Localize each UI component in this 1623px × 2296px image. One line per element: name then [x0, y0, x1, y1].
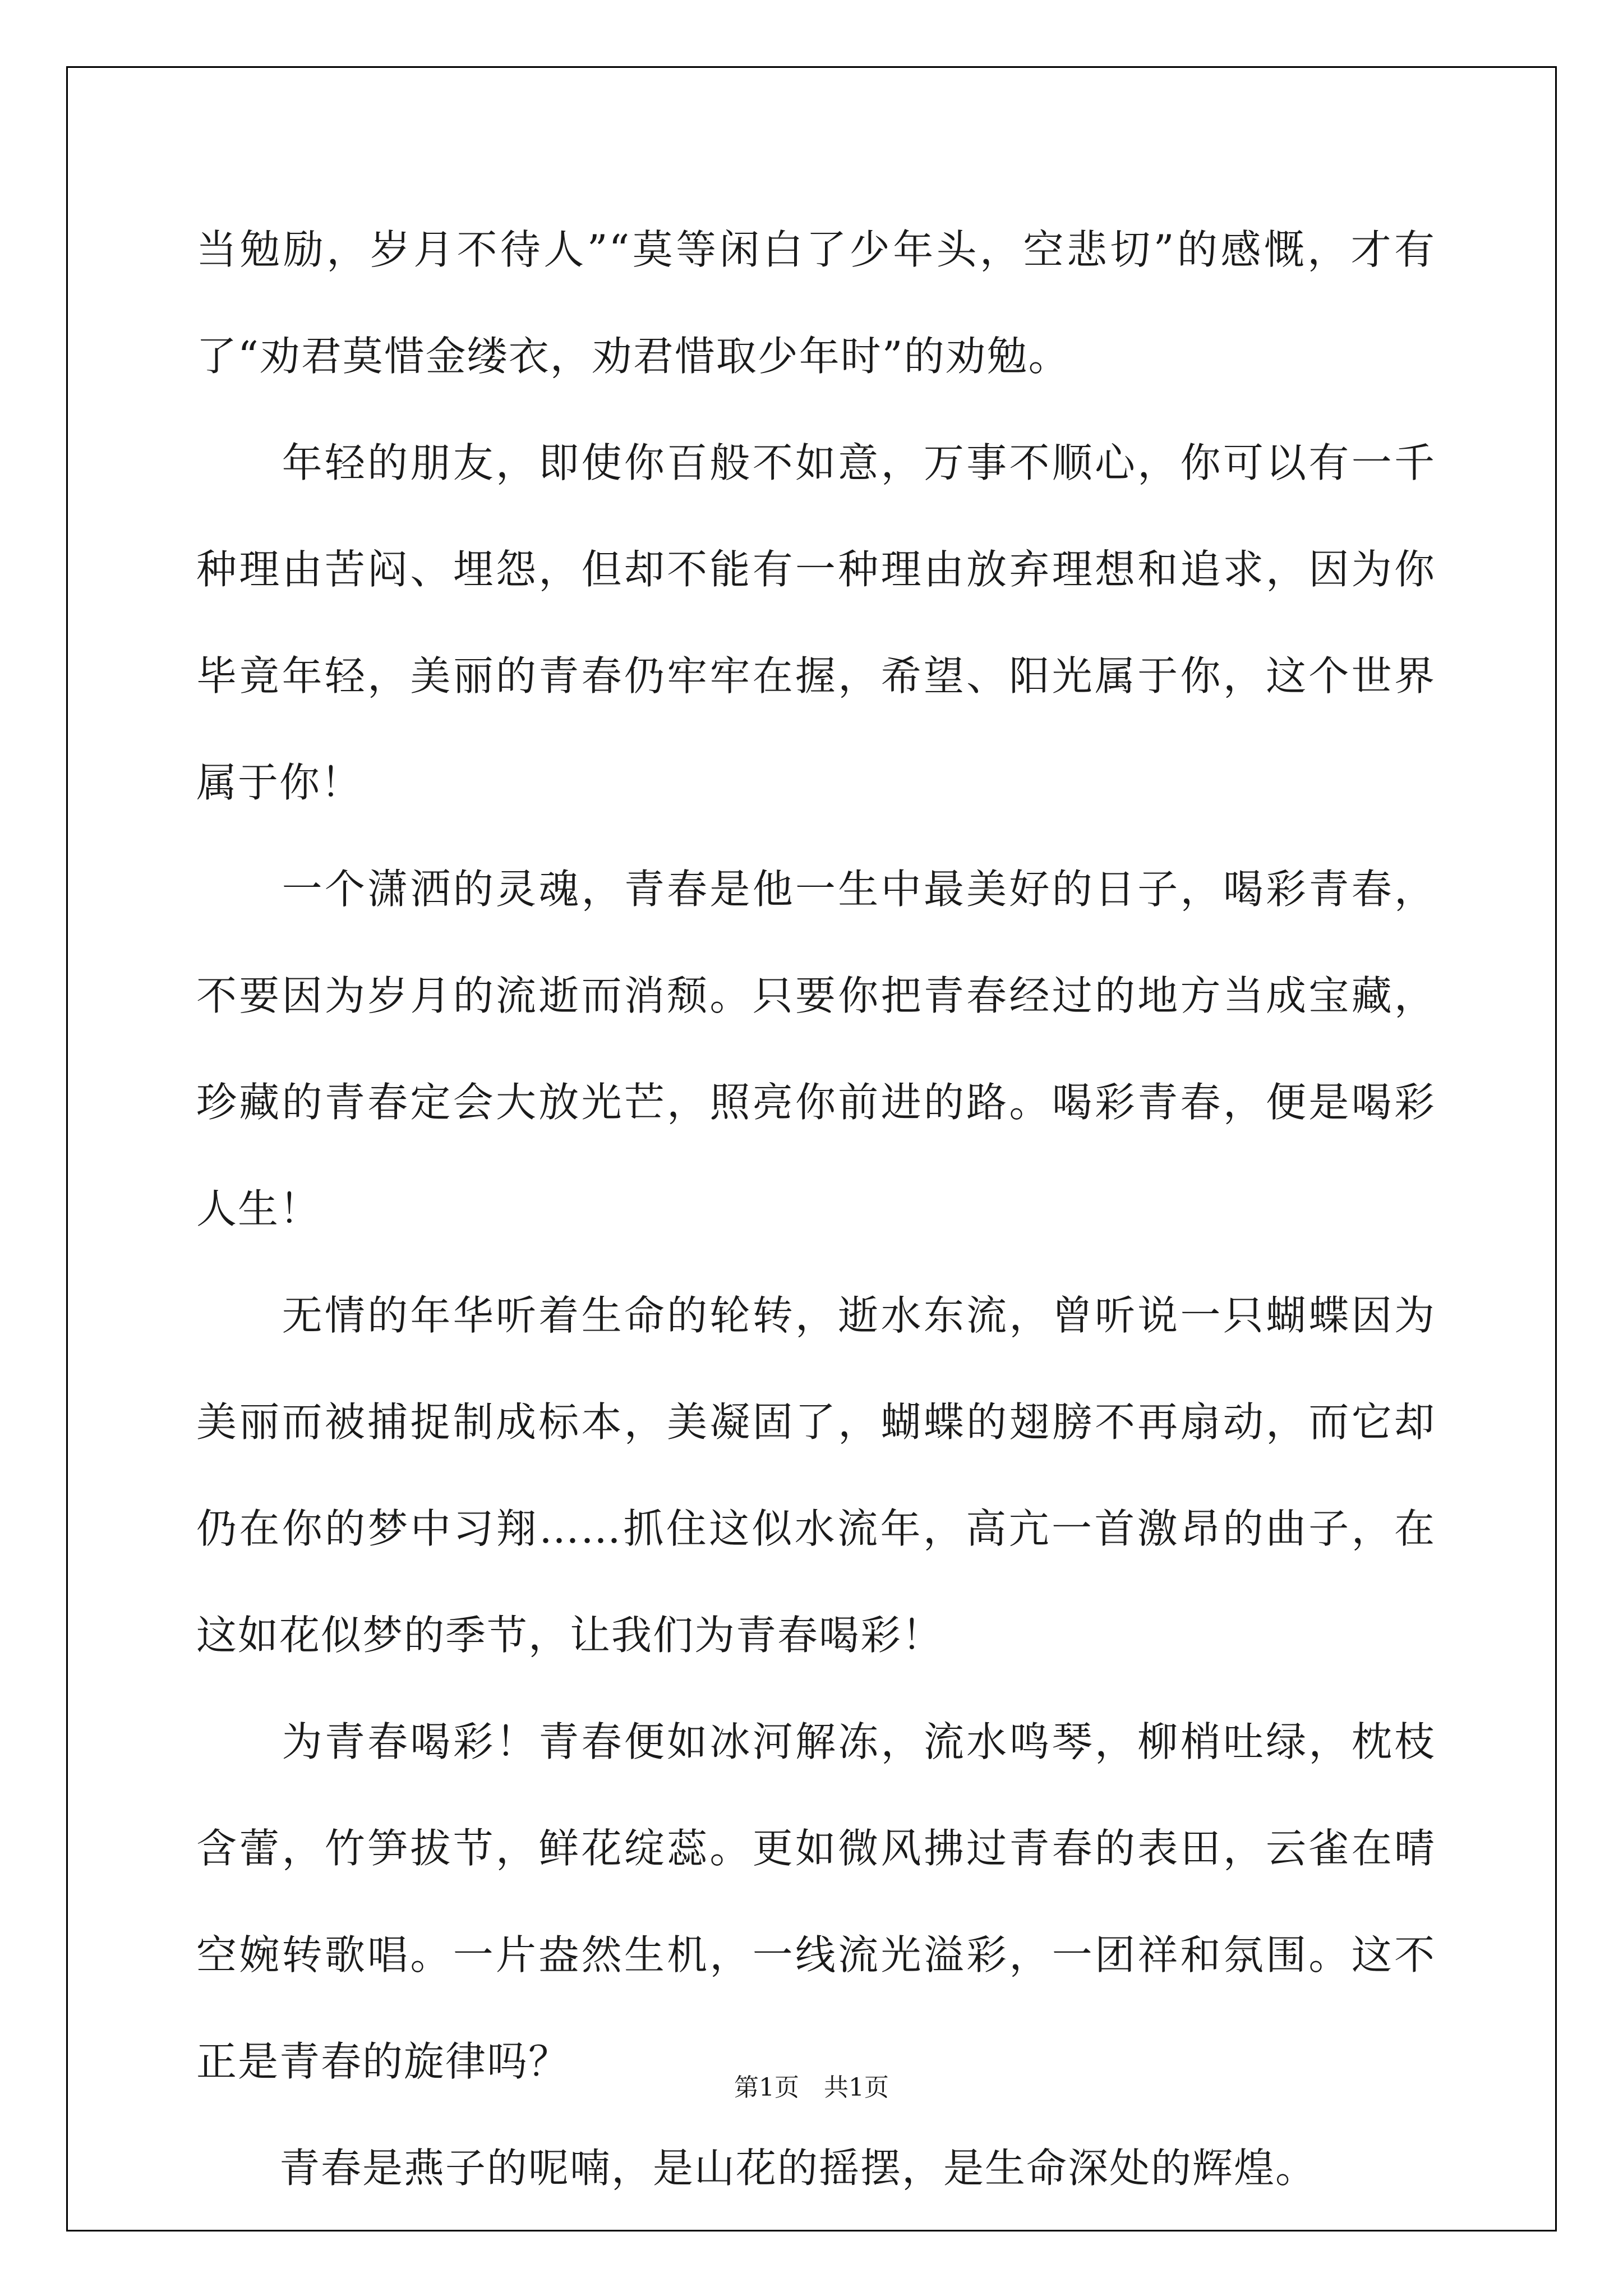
- paragraph: 当勉励，岁月不待人”“莫等闲白了少年头，空悲切”的感慨，才有了“劝君莫惜金缕衣，劝君惜取少年时”的劝勉。: [196, 226, 1436, 380]
- paragraph: 年轻的朋友，即使你百般不如意，万事不顺心，你可以有一千种理由苦闷、埋怨，但却不能有一种理由放弃理想和追求，因为你毕竟年轻，美丽的青春仍牢牢在握，希望、阳光属于你，这个世界属于你！: [196, 439, 1436, 806]
- paragraph: 青春是燕子的呢喃，是山花的摇摆，是生命深处的辉煌。: [196, 2145, 1317, 2192]
- paragraph: 无情的年华听着生命的轮转，逝水东流，曾听说一只蝴蝶因为美丽而被捕捉制成标本，美凝固了，蝴蝶的翅膀不再扇动，而它却仍在你的梦中习翔……抓住这似水流年，高亢一首激昂的曲子，在这如花似梦的季节，让我们为青春喝彩！: [196, 1292, 1436, 1659]
- paragraph: 为青春喝彩！青春便如冰河解冻，流水鸣琴，柳梢吐绿，枕枝含蕾，竹笋拔节，鲜花绽蕊。更如微风拂过青春的表田，云雀在晴空婉转歌唱。一片盎然生机，一线流光溢彩，一团祥和氛围。这不正是青春的旋律吗？: [196, 1718, 1436, 2085]
- document-body: [196, 196, 1436, 2221]
- page-footer: 第1页 共1页: [734, 2073, 889, 2102]
- paragraph: 一个潇洒的灵魂，青春是他一生中最美好的日子，喝彩青春，不要因为岁月的流逝而消颓。只要你把青春经过的地方当成宝藏，珍藏的青春定会大放光芒，照亮你前进的路。喝彩青春，便是喝彩人生！: [196, 866, 1436, 1232]
